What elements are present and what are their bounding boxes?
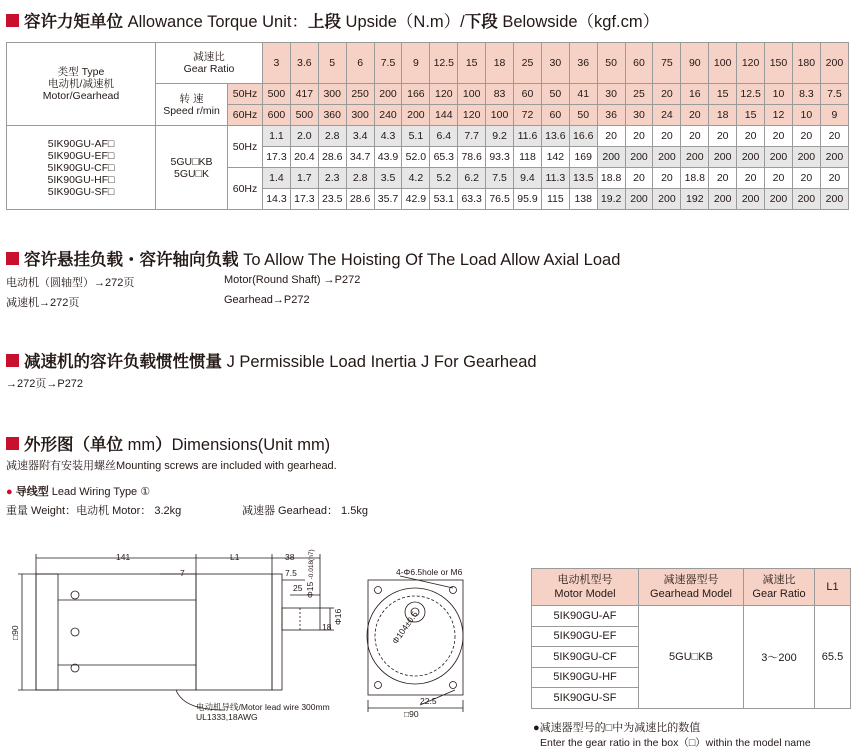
ratio-cell: 12.5 bbox=[430, 43, 458, 84]
freq-label: 50Hz bbox=[228, 126, 263, 168]
dim-18: 18 bbox=[322, 622, 332, 632]
speed-cell: 8.3 bbox=[792, 84, 820, 105]
freq-label: 60Hz bbox=[228, 168, 263, 210]
ratio-cell: 36 bbox=[569, 43, 597, 84]
torque-title-belowside-en: Belowside（kgf.cm） bbox=[497, 13, 660, 31]
torque-cell: 20 bbox=[681, 126, 709, 147]
torque-cell: 53.1 bbox=[430, 189, 458, 210]
hoist-gear-cn: 减速机→272页 bbox=[6, 297, 80, 309]
torque-cell: 200 bbox=[765, 147, 793, 168]
dims-title-mm: mm bbox=[123, 436, 156, 454]
speed-cell: 100 bbox=[458, 84, 486, 105]
ratio-cell: 180 bbox=[792, 43, 820, 84]
speed-cell: 36 bbox=[597, 105, 625, 126]
torque-cell: 2.8 bbox=[318, 126, 346, 147]
speed-cell: 10 bbox=[765, 84, 793, 105]
ratio-cell: 200 bbox=[820, 43, 848, 84]
motor-screw bbox=[71, 591, 79, 599]
speed-cell: 30 bbox=[625, 105, 653, 126]
speed-cell: 30 bbox=[597, 84, 625, 105]
hoist-motor-en: Motor(Round Shaft) →P272 bbox=[224, 274, 361, 286]
weight-motor: 重量 Weight：电动机 Motor： 3.2kg bbox=[6, 505, 182, 517]
torque-cell: 200 bbox=[653, 189, 681, 210]
torque-cell: 20 bbox=[709, 168, 737, 189]
model-header-cell bbox=[815, 569, 851, 606]
inertia-title-cn: 减速机的容许负载惯性惯量 bbox=[24, 353, 222, 371]
speed-cell: 500 bbox=[290, 105, 318, 126]
torque-cell: 200 bbox=[597, 147, 625, 168]
torque-cell: 9.4 bbox=[514, 168, 542, 189]
inertia-ref: →272页→P272 bbox=[6, 378, 84, 390]
speed-cell: 360 bbox=[318, 105, 346, 126]
speed-cell: 72 bbox=[514, 105, 542, 126]
torque-cell: 200 bbox=[709, 189, 737, 210]
torque-cell: 20 bbox=[653, 168, 681, 189]
gearhead-body bbox=[196, 574, 272, 690]
hoist-motor-cn: 电动机（圆轴型）→272页 bbox=[6, 277, 135, 289]
inertia-title-en: J Permissible Load Inertia J For Gearhead bbox=[222, 353, 537, 371]
torque-title-cn: 容许力矩单位 bbox=[24, 13, 123, 31]
dim-phi15: Φ15 -0.018(h7) bbox=[305, 549, 315, 598]
ratio-cell: 15 bbox=[458, 43, 486, 84]
dim-25: 25 bbox=[293, 583, 303, 593]
speed-cell: 50 bbox=[541, 84, 569, 105]
ratio-cell: 25 bbox=[514, 43, 542, 84]
torque-cell: 200 bbox=[765, 189, 793, 210]
hz60-label: 60Hz bbox=[228, 105, 263, 126]
speed-cell: 20 bbox=[653, 84, 681, 105]
torque-cell: 20 bbox=[765, 126, 793, 147]
torque-cell: 93.3 bbox=[486, 147, 514, 168]
type-header-line: 类型 Type bbox=[57, 66, 105, 78]
model-table bbox=[531, 568, 851, 709]
torque-cell: 16.6 bbox=[569, 126, 597, 147]
torque-cell: 20 bbox=[737, 168, 765, 189]
speed-cell: 120 bbox=[458, 105, 486, 126]
footnote-en: Enter the gear ratio in the box（□）within the model name bbox=[540, 737, 811, 749]
speed-cell: 250 bbox=[346, 84, 374, 105]
dim-phi16: Φ16 bbox=[333, 608, 343, 625]
torque-cell: 7.7 bbox=[458, 126, 486, 147]
model-ratio-cell: 3～200 bbox=[744, 606, 815, 709]
speed-cell: 200 bbox=[402, 105, 430, 126]
motor-model: 5IK90GU-CF□ bbox=[47, 161, 115, 174]
ratio-cell: 3 bbox=[263, 43, 291, 84]
gearhead-flange bbox=[272, 574, 282, 690]
model-header-line: Gear Ratio bbox=[752, 588, 806, 600]
speed-cell: 500 bbox=[263, 84, 291, 105]
weight-gearhead: 减速器 Gearhead： 1.5kg bbox=[242, 505, 368, 517]
torque-cell: 3.5 bbox=[374, 168, 402, 189]
torque-cell: 11.6 bbox=[514, 126, 542, 147]
motor-model: 5IK90GU-SF□ bbox=[47, 185, 115, 198]
dim-7: 7 bbox=[180, 568, 185, 578]
mount-hole bbox=[375, 682, 382, 689]
torque-cell: 43.9 bbox=[374, 147, 402, 168]
torque-title-en: Allowance Torque Unit： bbox=[123, 13, 308, 31]
model-motor-cell: 5IK90GU-EF bbox=[532, 626, 639, 647]
gearhead-model: 5GU□KB bbox=[170, 155, 213, 168]
torque-cell: 20 bbox=[820, 126, 848, 147]
ratio-row bbox=[7, 43, 849, 84]
torque-cell: 20.4 bbox=[290, 147, 318, 168]
type-header-line: Motor/Gearhead bbox=[42, 90, 120, 102]
model-header-cell bbox=[639, 569, 744, 606]
lead-wiring-en: Lead Wiring Type ① bbox=[48, 486, 151, 498]
speed-cell: 24 bbox=[653, 105, 681, 126]
torque-cell: 20 bbox=[625, 126, 653, 147]
speed-cell: 12.5 bbox=[737, 84, 765, 105]
speed-cell: 60 bbox=[514, 84, 542, 105]
type-header-line: 电动机/减速机 bbox=[48, 78, 114, 90]
dims-title-cn: 外形图（单位 bbox=[24, 436, 123, 454]
ratio-cell: 18 bbox=[486, 43, 514, 84]
model-l1-cell: 65.5 bbox=[815, 606, 851, 709]
dims-note: 减速器附有安装用螺丝Mounting screws are included with gearhead. bbox=[6, 460, 337, 472]
torque-cell: 18.8 bbox=[681, 168, 709, 189]
torque-cell: 7.5 bbox=[486, 168, 514, 189]
ratio-cell: 7.5 bbox=[374, 43, 402, 84]
torque-cell: 138 bbox=[569, 189, 597, 210]
torque-cell: 2.3 bbox=[318, 168, 346, 189]
torque-cell: 4.2 bbox=[402, 168, 430, 189]
speed-header-line: Speed r/min bbox=[163, 104, 220, 117]
model-header-line: 减速比 bbox=[762, 574, 796, 586]
model-header-line: Motor Model bbox=[554, 588, 616, 600]
hoist-title-cn: 容许悬挂负载・容许轴向负载 bbox=[24, 251, 239, 269]
torque-cell: 11.3 bbox=[541, 168, 569, 189]
ratio-cell: 150 bbox=[765, 43, 793, 84]
torque-cell: 142 bbox=[541, 147, 569, 168]
hz50-label: 50Hz bbox=[228, 84, 263, 105]
torque-cell: 20 bbox=[792, 126, 820, 147]
dim-l1: L1 bbox=[230, 552, 240, 562]
gear-ratio-header bbox=[156, 43, 263, 84]
dims-title-en: Dimensions(Unit mm) bbox=[171, 436, 331, 454]
speed-cell: 10 bbox=[792, 105, 820, 126]
ratio-cell: 50 bbox=[597, 43, 625, 84]
model-header-cell bbox=[532, 569, 639, 606]
speed-cell: 120 bbox=[430, 84, 458, 105]
front-view-pilot bbox=[367, 588, 463, 684]
torque-cell: 200 bbox=[792, 189, 820, 210]
dims-title-paren: ） bbox=[155, 436, 172, 454]
torque-cell: 63.3 bbox=[458, 189, 486, 210]
section-torque-heading bbox=[6, 8, 659, 32]
model-header-cell bbox=[744, 569, 815, 606]
torque-table bbox=[6, 42, 849, 210]
lead-wiring-cn: 导线型 bbox=[15, 486, 49, 498]
ratio-cell: 30 bbox=[541, 43, 569, 84]
dim-38: 38 bbox=[285, 552, 295, 562]
torque-cell: 95.9 bbox=[514, 189, 542, 210]
speed-cell: 300 bbox=[318, 84, 346, 105]
motor-body bbox=[36, 574, 196, 690]
torque-cell: 20 bbox=[597, 126, 625, 147]
gear-ratio-header-line: 减速比 bbox=[193, 51, 225, 63]
torque-cell: 192 bbox=[681, 189, 709, 210]
model-gearhead-cell: 5GU□KB bbox=[639, 606, 744, 709]
hoist-gear-en: Gearhead→P272 bbox=[224, 294, 310, 306]
ratio-cell: 90 bbox=[681, 43, 709, 84]
speed-cell: 18 bbox=[709, 105, 737, 126]
ratio-cell: 6 bbox=[346, 43, 374, 84]
torque-title-belowside: 下段 bbox=[464, 13, 498, 31]
speed-cell: 20 bbox=[681, 105, 709, 126]
dim-pcd: Φ104±0.5 bbox=[390, 609, 420, 646]
speed-cell: 200 bbox=[374, 84, 402, 105]
speed-cell: 15 bbox=[709, 84, 737, 105]
dim-hole: 4-Φ6.5hole or M6 bbox=[396, 567, 463, 577]
speed-cell: 417 bbox=[290, 84, 318, 105]
torque-cell: 52.0 bbox=[402, 147, 430, 168]
torque-cell: 200 bbox=[820, 147, 848, 168]
lead-wire-spec: UL1333,18AWG bbox=[196, 712, 258, 722]
gear-ratio-header-line: Gear Ratio bbox=[183, 63, 235, 75]
model-header-line: 减速器型号 bbox=[663, 574, 719, 586]
section-marker-icon bbox=[6, 437, 19, 450]
torque-cell: 118 bbox=[514, 147, 542, 168]
torque-cell: 200 bbox=[792, 147, 820, 168]
torque-cell: 20 bbox=[653, 126, 681, 147]
lead-wiring-label bbox=[6, 483, 150, 499]
torque-cell: 200 bbox=[653, 147, 681, 168]
motor-end-cap bbox=[36, 574, 58, 690]
model-row bbox=[532, 606, 851, 627]
torque-cell: 3.4 bbox=[346, 126, 374, 147]
torque-cell: 200 bbox=[625, 189, 653, 210]
motor-model-list bbox=[7, 126, 156, 210]
speed-cell: 100 bbox=[486, 105, 514, 126]
bullet-icon: ● bbox=[6, 486, 13, 498]
model-header-row bbox=[532, 569, 851, 606]
section-marker-icon bbox=[6, 14, 19, 27]
model-motor-cell: 5IK90GU-CF bbox=[532, 647, 639, 668]
torque-cell: 20 bbox=[820, 168, 848, 189]
torque-cell: 17.3 bbox=[290, 189, 318, 210]
torque-cell: 14.3 bbox=[263, 189, 291, 210]
mount-hole bbox=[375, 587, 382, 594]
torque-cell: 4.3 bbox=[374, 126, 402, 147]
ratio-cell: 60 bbox=[625, 43, 653, 84]
speed-cell: 144 bbox=[430, 105, 458, 126]
speed-cell: 50 bbox=[569, 105, 597, 126]
section-hoist-heading bbox=[6, 246, 620, 270]
torque-cell: 169 bbox=[569, 147, 597, 168]
speed-cell: 166 bbox=[402, 84, 430, 105]
model-motor-cell: 5IK90GU-HF bbox=[532, 667, 639, 688]
torque-cell: 28.6 bbox=[318, 147, 346, 168]
lead-wire-label: 电动机导线/Motor lead wire 300mm bbox=[196, 702, 330, 712]
speed-cell: 25 bbox=[625, 84, 653, 105]
footnote-cn: ●减速器型号的□中为减速比的数值 bbox=[533, 722, 701, 734]
speed-header-line: 转 速 bbox=[179, 92, 204, 105]
type-header bbox=[7, 43, 156, 126]
torque-cell: 1.7 bbox=[290, 168, 318, 189]
torque-cell: 34.7 bbox=[346, 147, 374, 168]
torque-cell: 200 bbox=[737, 189, 765, 210]
speed-cell: 60 bbox=[541, 105, 569, 126]
torque-title-upside-en: Upside（N.m）/ bbox=[340, 13, 465, 31]
dim-22-5: 22.5 bbox=[420, 696, 437, 706]
torque-cell: 9.2 bbox=[486, 126, 514, 147]
front-view-square bbox=[368, 580, 463, 695]
section-marker-icon bbox=[6, 252, 19, 265]
torque-cell: 200 bbox=[820, 189, 848, 210]
speed-header bbox=[156, 84, 228, 126]
hoist-title-en: To Allow The Hoisting Of The Load Allow Axial Load bbox=[238, 251, 621, 269]
torque-cell: 19.2 bbox=[597, 189, 625, 210]
shaft bbox=[282, 608, 320, 630]
section-dims-heading bbox=[6, 431, 330, 455]
torque-cell: 23.5 bbox=[318, 189, 346, 210]
dim-square-90-front: □90 bbox=[404, 709, 419, 719]
model-motor-cell: 5IK90GU-SF bbox=[532, 688, 639, 709]
speed-cell: 9 bbox=[820, 105, 848, 126]
torque-cell: 20 bbox=[792, 168, 820, 189]
motor-model: 5IK90GU-EF□ bbox=[47, 149, 115, 162]
mount-hole bbox=[450, 682, 457, 689]
speed-cell: 16 bbox=[681, 84, 709, 105]
motor-screw bbox=[71, 628, 79, 636]
torque-cell: 6.4 bbox=[430, 126, 458, 147]
motor-model: 5IK90GU-AF□ bbox=[47, 137, 115, 150]
torque-cell: 20 bbox=[737, 126, 765, 147]
model-header-line: Gearhead Model bbox=[650, 588, 732, 600]
gearhead-model-list bbox=[156, 126, 228, 210]
model-header-line: 电动机型号 bbox=[557, 574, 613, 586]
torque-title-upside: 上段 bbox=[307, 13, 341, 31]
speed-cell: 15 bbox=[737, 105, 765, 126]
model-motor-cell: 5IK90GU-AF bbox=[532, 606, 639, 627]
torque-cell: 6.2 bbox=[458, 168, 486, 189]
torque-cell: 20 bbox=[765, 168, 793, 189]
torque-cell: 1.1 bbox=[263, 126, 291, 147]
dim-141: 141 bbox=[116, 552, 131, 562]
torque-cell: 1.4 bbox=[263, 168, 291, 189]
torque-cell: 28.6 bbox=[346, 189, 374, 210]
dim-square-90-side: □90 bbox=[10, 625, 20, 640]
gearhead-model: 5GU□K bbox=[174, 167, 209, 180]
torque-row bbox=[7, 126, 849, 147]
torque-cell: 18.8 bbox=[597, 168, 625, 189]
ratio-cell: 120 bbox=[737, 43, 765, 84]
ratio-cell: 3.6 bbox=[290, 43, 318, 84]
torque-cell: 200 bbox=[625, 147, 653, 168]
motor-model: 5IK90GU-HF□ bbox=[47, 173, 115, 186]
model-header-line: L1 bbox=[826, 581, 839, 593]
speed-cell: 41 bbox=[569, 84, 597, 105]
ratio-cell: 9 bbox=[402, 43, 430, 84]
speed-cell: 7.5 bbox=[820, 84, 848, 105]
torque-cell: 65.3 bbox=[430, 147, 458, 168]
torque-cell: 78.6 bbox=[458, 147, 486, 168]
torque-cell: 5.2 bbox=[430, 168, 458, 189]
torque-cell: 2.8 bbox=[346, 168, 374, 189]
torque-cell: 200 bbox=[737, 147, 765, 168]
section-marker-icon bbox=[6, 354, 19, 367]
torque-cell: 17.3 bbox=[263, 147, 291, 168]
torque-cell: 13.6 bbox=[541, 126, 569, 147]
torque-cell: 115 bbox=[541, 189, 569, 210]
torque-cell: 35.7 bbox=[374, 189, 402, 210]
torque-cell: 200 bbox=[709, 147, 737, 168]
torque-cell: 5.1 bbox=[402, 126, 430, 147]
speed-cell: 600 bbox=[263, 105, 291, 126]
ratio-cell: 5 bbox=[318, 43, 346, 84]
torque-cell: 200 bbox=[681, 147, 709, 168]
torque-cell: 13.5 bbox=[569, 168, 597, 189]
ratio-cell: 75 bbox=[653, 43, 681, 84]
section-inertia-heading bbox=[6, 348, 537, 372]
torque-cell: 76.5 bbox=[486, 189, 514, 210]
speed-cell: 83 bbox=[486, 84, 514, 105]
speed-cell: 12 bbox=[765, 105, 793, 126]
torque-cell: 2.0 bbox=[290, 126, 318, 147]
torque-cell: 20 bbox=[625, 168, 653, 189]
speed-cell: 300 bbox=[346, 105, 374, 126]
torque-cell: 20 bbox=[709, 126, 737, 147]
ratio-cell: 100 bbox=[709, 43, 737, 84]
dim-7-5: 7.5 bbox=[285, 568, 297, 578]
speed-cell: 240 bbox=[374, 105, 402, 126]
torque-cell: 42.9 bbox=[402, 189, 430, 210]
